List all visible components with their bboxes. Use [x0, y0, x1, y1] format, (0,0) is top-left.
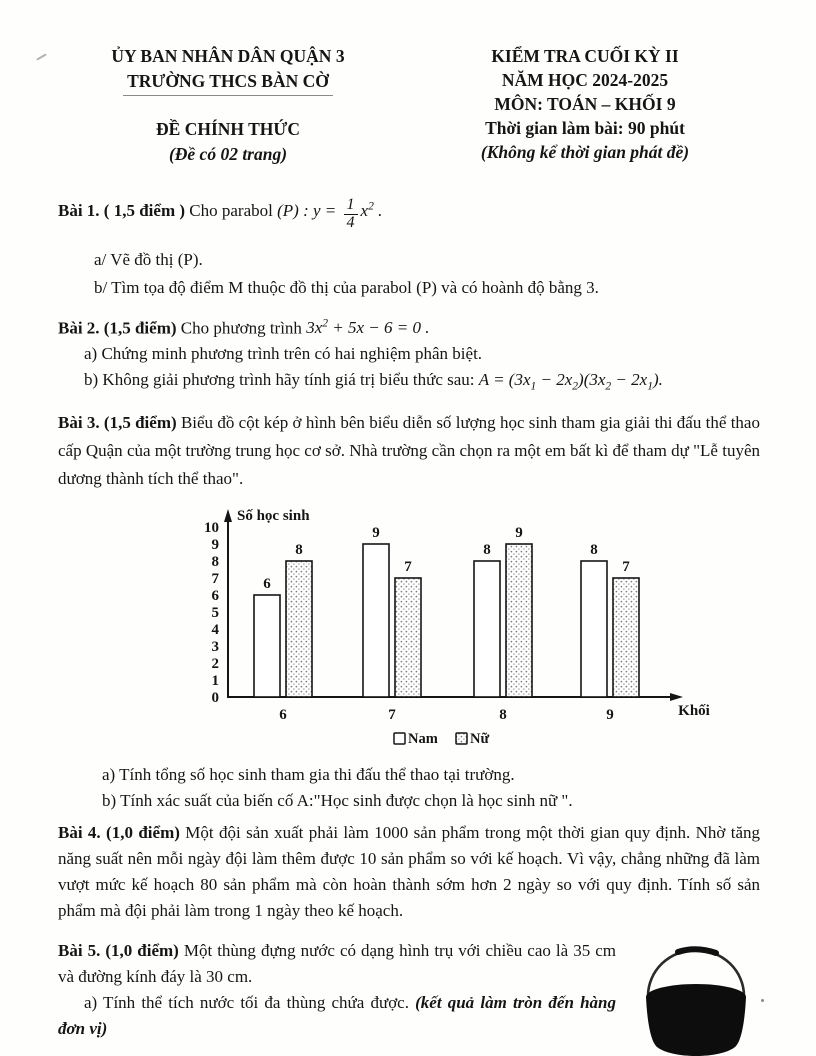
- problem-1-item-b: b/ Tìm tọa độ điểm M thuộc đồ thị của parabol (P) và có hoành độ bằng 3.: [94, 277, 599, 297]
- x-category-label: 8: [499, 706, 507, 723]
- x-category-label: 7: [388, 706, 396, 723]
- problem-3-item-a: a) Tính tổng số học sinh tham gia thi đấu thể thao tại trường.: [102, 764, 515, 784]
- y-tick-label: 9: [211, 536, 219, 553]
- legend-swatch-Nữ: [456, 733, 467, 744]
- bar-value-label: 9: [515, 524, 523, 541]
- problem-1: [58, 197, 760, 302]
- problem-3-item-b: b) Tính xác suất của biến cố A:"Học sinh được chọn là học sinh nữ ".: [102, 790, 573, 810]
- problem-5-label: Bài 5. (1,0 điểm): [58, 940, 179, 960]
- problem-3-label: Bài 3. (1,5 điểm): [58, 412, 177, 432]
- y-tick-label: 1: [211, 672, 219, 689]
- y-tick-label: 0: [211, 689, 219, 706]
- bar-value-label: 9: [372, 524, 380, 541]
- y-tick-label: 8: [211, 553, 219, 570]
- rounding-note: (kết quả làm tròn đến hàng đơn vị): [58, 992, 616, 1038]
- bar-Nữ-khoi-6: [286, 561, 312, 697]
- legend-swatch-Nam: [394, 733, 405, 744]
- bar-chart: [170, 505, 750, 753]
- header-exam-block: [410, 44, 760, 167]
- y-tick-label: 10: [204, 519, 219, 536]
- subject-grade: MÔN: TOÁN – KHỐI 9: [494, 94, 676, 114]
- problem-2: [58, 311, 760, 400]
- y-axis-title: Số học sinh: [237, 507, 310, 524]
- issuer-name: ỦY BAN NHÂN DÂN QUẬN 3: [111, 46, 345, 66]
- bar-value-label: 7: [622, 558, 630, 575]
- problem-4-label: Bài 4. (1,0 điểm): [58, 822, 180, 842]
- bar-Nam-khoi-7: [363, 544, 389, 697]
- bucket-body: [646, 984, 746, 1056]
- equation-quadratic: $3x^2 + 5x - 6 = 0$ .: [306, 317, 430, 338]
- problem-5-item-a: a) Tính thể tích nước tối đa thùng chứa được. (kết quả làm tròn đến hàng đơn vị): [58, 992, 616, 1038]
- bucket-handle-grip: [678, 949, 716, 953]
- expression-A: $A = (3x_1 - 2x_2)(3x_2 - 2x_1)$.: [478, 370, 663, 393]
- problem-1-statement: Bài 1. ( 1,5 điểm ) Cho parabol (P) : y = $\frac{1}{4}$ $x^2$ .: [58, 196, 383, 231]
- legend-label-Nữ: Nữ: [470, 730, 490, 747]
- bar-value-label: 7: [404, 558, 412, 575]
- page-count-note: (Đề có 02 trang): [168, 144, 288, 164]
- bar-Nữ-khoi-8: [506, 544, 532, 697]
- header-school-block: [58, 44, 398, 167]
- y-tick-label: 2: [211, 655, 219, 672]
- exam-title: KIỂM TRA CUỐI KỲ II: [491, 46, 679, 66]
- problem-2-label: Bài 2. (1,5 điểm): [58, 318, 177, 338]
- school-year: NĂM HỌC 2024-2025: [501, 70, 669, 90]
- y-axis-arrow: [224, 509, 232, 522]
- x-axis-title: Khối: [678, 702, 710, 719]
- y-tick-label: 4: [211, 621, 219, 638]
- scan-artifact: [36, 53, 47, 60]
- scan-artifact: [761, 999, 764, 1002]
- header-spacer: [58, 96, 398, 117]
- problem-2-statement: Bài 2. (1,5 điểm) Cho phương trình $3x^2 + 5x - 6 = 0$ .: [58, 317, 430, 338]
- problem-1-item-a: a/ Vẽ đồ thị (P).: [94, 249, 203, 269]
- bar-Nam-khoi-9: [581, 561, 607, 697]
- problem-3: [58, 409, 760, 814]
- legend-label-Nam: Nam: [408, 730, 438, 747]
- y-tick-label: 6: [211, 587, 219, 604]
- equation-parabola: y = $\frac{1}{4}$ $x^2$ .: [312, 196, 383, 231]
- y-tick-label: 7: [211, 570, 219, 587]
- problem-3-statement: Bài 3. (1,5 điểm) Biểu đồ cột kép ở hình bên biểu diễn số lượng học sinh tham gia giải thi đấu thể thao cấp Quận của một trường trung học cơ sở. Nhà trường cần chọn ra một em bất kì để tham dự "Lễ tuyên dương thành tích thể thao".: [58, 412, 760, 488]
- bar-value-label: 8: [295, 541, 303, 558]
- fraction-one-fourth: $\frac{1}{4}$: [344, 197, 358, 232]
- bar-Nam-khoi-8: [474, 561, 500, 697]
- problem-2-item-b: b) Không giải phương trình hãy tính giá trị biểu thức sau: $A = (3x_1 - 2x_2)(3x_2 - 2x_1)$.: [84, 370, 663, 393]
- chart-figure: [170, 505, 760, 758]
- y-tick-label: 5: [211, 604, 219, 621]
- x-category-label: 6: [279, 706, 287, 723]
- bar-Nam-khoi-6: [254, 595, 280, 697]
- problem-5: [58, 938, 760, 1042]
- bar-value-label: 8: [590, 541, 598, 558]
- bar-Nữ-khoi-7: [395, 578, 421, 697]
- problem-2-item-a: a) Chứng minh phương trình trên có hai nghiệm phân biệt.: [84, 344, 483, 364]
- duration-note: (Không kể thời gian phát đề): [480, 142, 690, 162]
- problem-5-statement: Bài 5. (1,0 điểm) Một thùng đựng nước có dạng hình trụ với chiều cao là 35 cm và đường kính đáy là 30 cm.: [58, 940, 616, 986]
- bucket-image: [632, 944, 760, 1056]
- school-name: TRƯỜNG THCS BÀN CỜ: [58, 69, 398, 96]
- x-axis-arrow: [670, 693, 683, 701]
- x-category-label: 9: [606, 706, 614, 723]
- problem-1-label: Bài 1. ( 1,5 điểm ): [58, 200, 186, 220]
- exam-type-label: ĐỀ CHÍNH THỨC: [156, 119, 300, 139]
- exam-header: [58, 44, 760, 167]
- bar-value-label: 8: [483, 541, 491, 558]
- problem-4: [58, 820, 760, 924]
- bar-Nữ-khoi-9: [613, 578, 639, 697]
- y-tick-label: 3: [211, 638, 219, 655]
- bar-value-label: 6: [263, 575, 271, 592]
- problem-4-statement: Bài 4. (1,0 điểm) Một đội sản xuất phải làm 1000 sản phẩm trong một thời gian quy định. Nhờ tăng năng suất nên mỗi ngày đội làm thêm được 10 sản phẩm so với kế hoạch. Vì vậy, chẳng những đã làm vượt mức kế hoạch 80 sản phẩm mà còn hoàn thành sớm hơn 2 ngày so với quy định. Tính số sản phẩm mà đội phải làm trong 1 ngày theo kế hoạch.: [58, 822, 760, 920]
- duration: Thời gian làm bài: 90 phút: [485, 118, 685, 138]
